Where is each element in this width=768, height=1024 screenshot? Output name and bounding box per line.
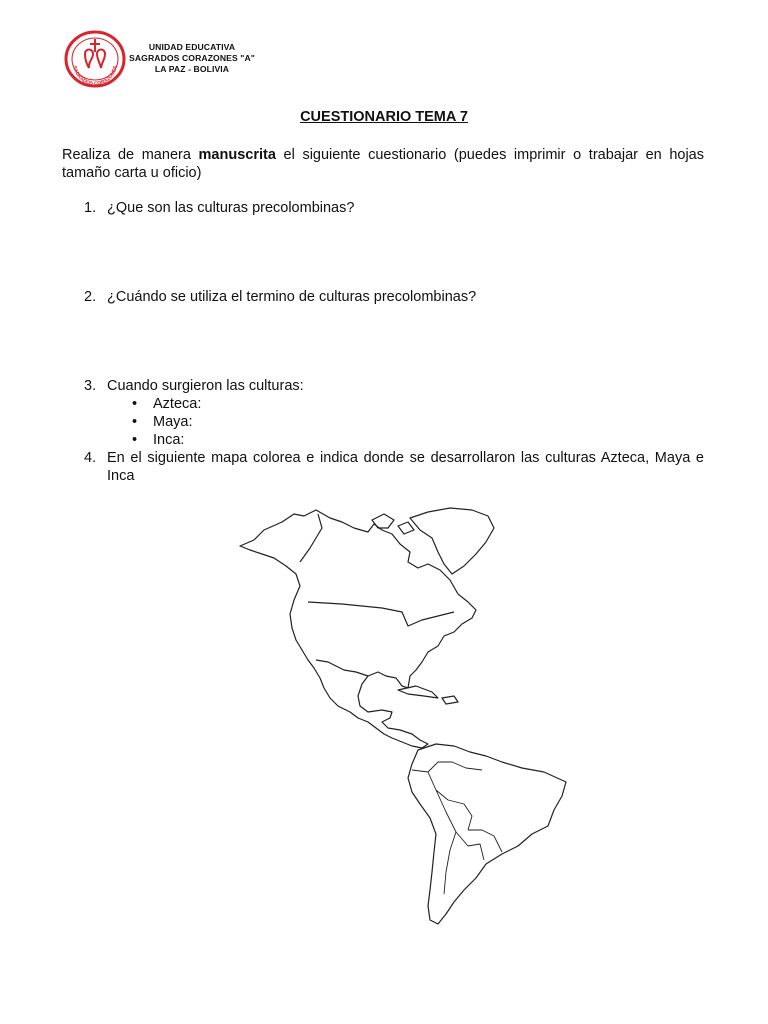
list-item (128, 431, 201, 449)
question-text: ¿Cuándo se utiliza el termino de culturas precolombinas? (107, 289, 477, 305)
list-item (128, 395, 201, 413)
svg-text:SAGRADOS CORAZONES: SAGRADOS CORAZONES (71, 65, 119, 88)
school-logo (64, 30, 126, 88)
north-america-outline (240, 510, 476, 748)
americas-outline-map (232, 500, 576, 932)
list-item-label: Inca: (153, 432, 185, 448)
cuba-outline (398, 686, 438, 698)
question-number: 2. (84, 289, 97, 305)
question-number: 1. (84, 200, 97, 216)
school-line-1: UNIDAD EDUCATIVA (148, 42, 236, 52)
hispaniola-outline (442, 696, 458, 704)
list-item-label: Azteca: (153, 396, 202, 412)
intro-suffix: el siguiente cuestionario (puedes imprimir o trabajar en hojas tamaño carta u oficio) (62, 147, 704, 181)
school-line-2: SAGRADOS CORAZONES "A" (129, 53, 255, 63)
school-line-3: LA PAZ - BOLIVIA (154, 64, 230, 74)
us-mexico-border (316, 660, 368, 676)
intro-bold: manuscrita (198, 147, 276, 163)
page-title: CUESTIONARIO TEMA 7 (300, 109, 468, 125)
greenland-outline (410, 508, 494, 574)
arctic-islands (372, 514, 414, 534)
us-canada-border (308, 602, 454, 626)
south-america-outline (408, 744, 566, 924)
list-item-label: Maya: (153, 414, 193, 430)
question-number: 4. (84, 450, 97, 466)
bullet-icon: • (132, 414, 138, 430)
bullet-icon: • (132, 396, 138, 412)
question-4 (84, 449, 704, 485)
question-number: 3. (84, 378, 97, 394)
question-text: En el siguiente mapa colorea e indica donde se desarrollaron las culturas Azteca, Maya e Inca (107, 450, 704, 484)
bullet-icon: • (132, 432, 138, 448)
alaska-border (300, 514, 322, 562)
school-name (128, 42, 256, 75)
question-3 (84, 377, 304, 395)
question-1 (84, 199, 354, 217)
question-text: Cuando surgieron las culturas: (107, 378, 304, 394)
question-2 (84, 288, 476, 306)
list-item (128, 413, 201, 431)
question-text: ¿Que son las culturas precolombinas? (107, 200, 355, 216)
intro-prefix: Realiza de manera (62, 147, 199, 163)
south-america-borders (412, 762, 502, 894)
intro-paragraph (62, 146, 704, 182)
culture-list (128, 395, 201, 449)
